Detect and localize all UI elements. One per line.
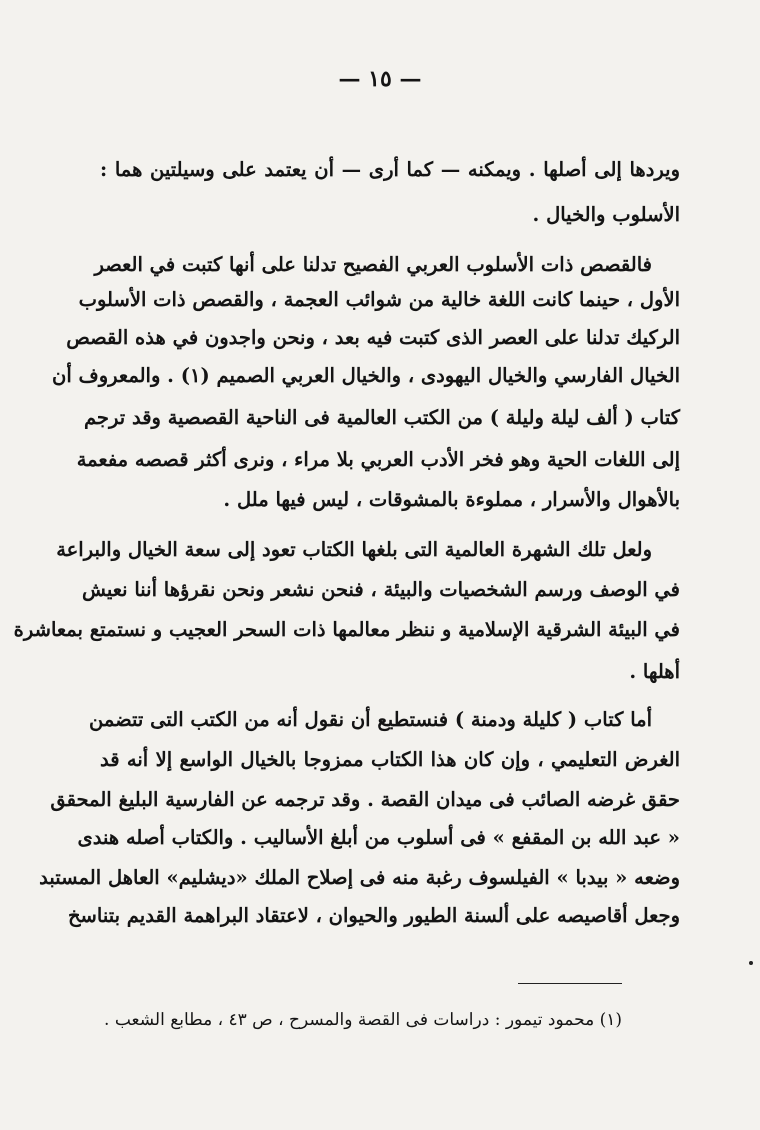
print-speck xyxy=(749,961,753,965)
text-line: أما كتاب ( كليلة ودمنة ) فنستطيع أن نقول أنه من الكتب التى تتضمن xyxy=(89,708,652,731)
text-line: الأول ، حينما كانت اللغة خالية من شوائب العجمة ، والقصص ذات الأسلوب xyxy=(78,288,680,311)
text-line: « عبد الله بن المقفع » فى أسلوب من أبلغ الأساليب . والكتاب أصله هندى xyxy=(77,826,680,849)
text-line: ولعل تلك الشهرة العالمية التى بلغها الكتاب تعود إلى سعة الخيال والبراعة xyxy=(56,538,652,561)
text-line: ويردها إلى أصلها . ويمكنه — كما أرى — أن يعتمد على وسيلتين هما : xyxy=(100,158,680,181)
text-line: في الوصف ورسم الشخصيات والبيئة ، فنحن نشعر ونحن نقرؤها أننا نعيش xyxy=(81,578,680,601)
text-line: الركيك تدلنا على العصر الذى كتبت فيه بعد ، ونحن واجدون في هذه القصص xyxy=(66,326,680,349)
text-line: حقق غرضه الصائب فى ميدان القصة . وقد ترجمه عن الفارسية البليغ المحقق xyxy=(50,788,680,811)
footnote: (١) محمود تيمور : دراسات فى القصة والمسرح ، ص ٤٣ ، مطابع الشعب . xyxy=(104,1010,622,1030)
text-line: فالقصص ذات الأسلوب العربي الفصيح تدلنا على أنها كتبت في العصر xyxy=(94,253,652,276)
text-line: في البيئة الشرقية الإسلامية و ننظر معالمها ذات السحر العجيب و نستمتع بمعاشرة xyxy=(13,618,680,641)
page-number: — ١٥ — xyxy=(338,66,422,92)
text-line: إلى اللغات الحية وهو فخر الأدب العربي بلا مراء ، ونرى أكثر قصصه مفعمة xyxy=(76,448,680,471)
text-line: بالأهوال والأسرار ، مملوءة بالمشوقات ، ليس فيها ملل . xyxy=(223,488,680,511)
text-line: وجعل أقاصيصه على ألسنة الطيور والحيوان ، لاعتقاد البراهمة القديم بتناسخ xyxy=(67,904,680,927)
text-line: أهلها . xyxy=(629,660,680,683)
text-line: الغرض التعليمي ، وإن كان هذا الكتاب ممزوجا بالخيال الواسع إلا أنه قد xyxy=(100,748,680,771)
text-line: كتاب ( ألف ليلة وليلة ) من الكتب العالمية فى الناحية القصصية وقد ترجم xyxy=(83,406,680,429)
footnote-divider xyxy=(518,983,622,984)
text-line: الأسلوب والخيال . xyxy=(532,203,680,226)
text-line: وضعه « بيدبا » الفيلسوف رغبة منه فى إصلاح الملك «ديشليم» العاهل المستبد xyxy=(39,866,680,889)
text-line: الخيال الفارسي والخيال اليهودى ، والخيال العربي الصميم (١) . والمعروف أن xyxy=(52,364,680,387)
